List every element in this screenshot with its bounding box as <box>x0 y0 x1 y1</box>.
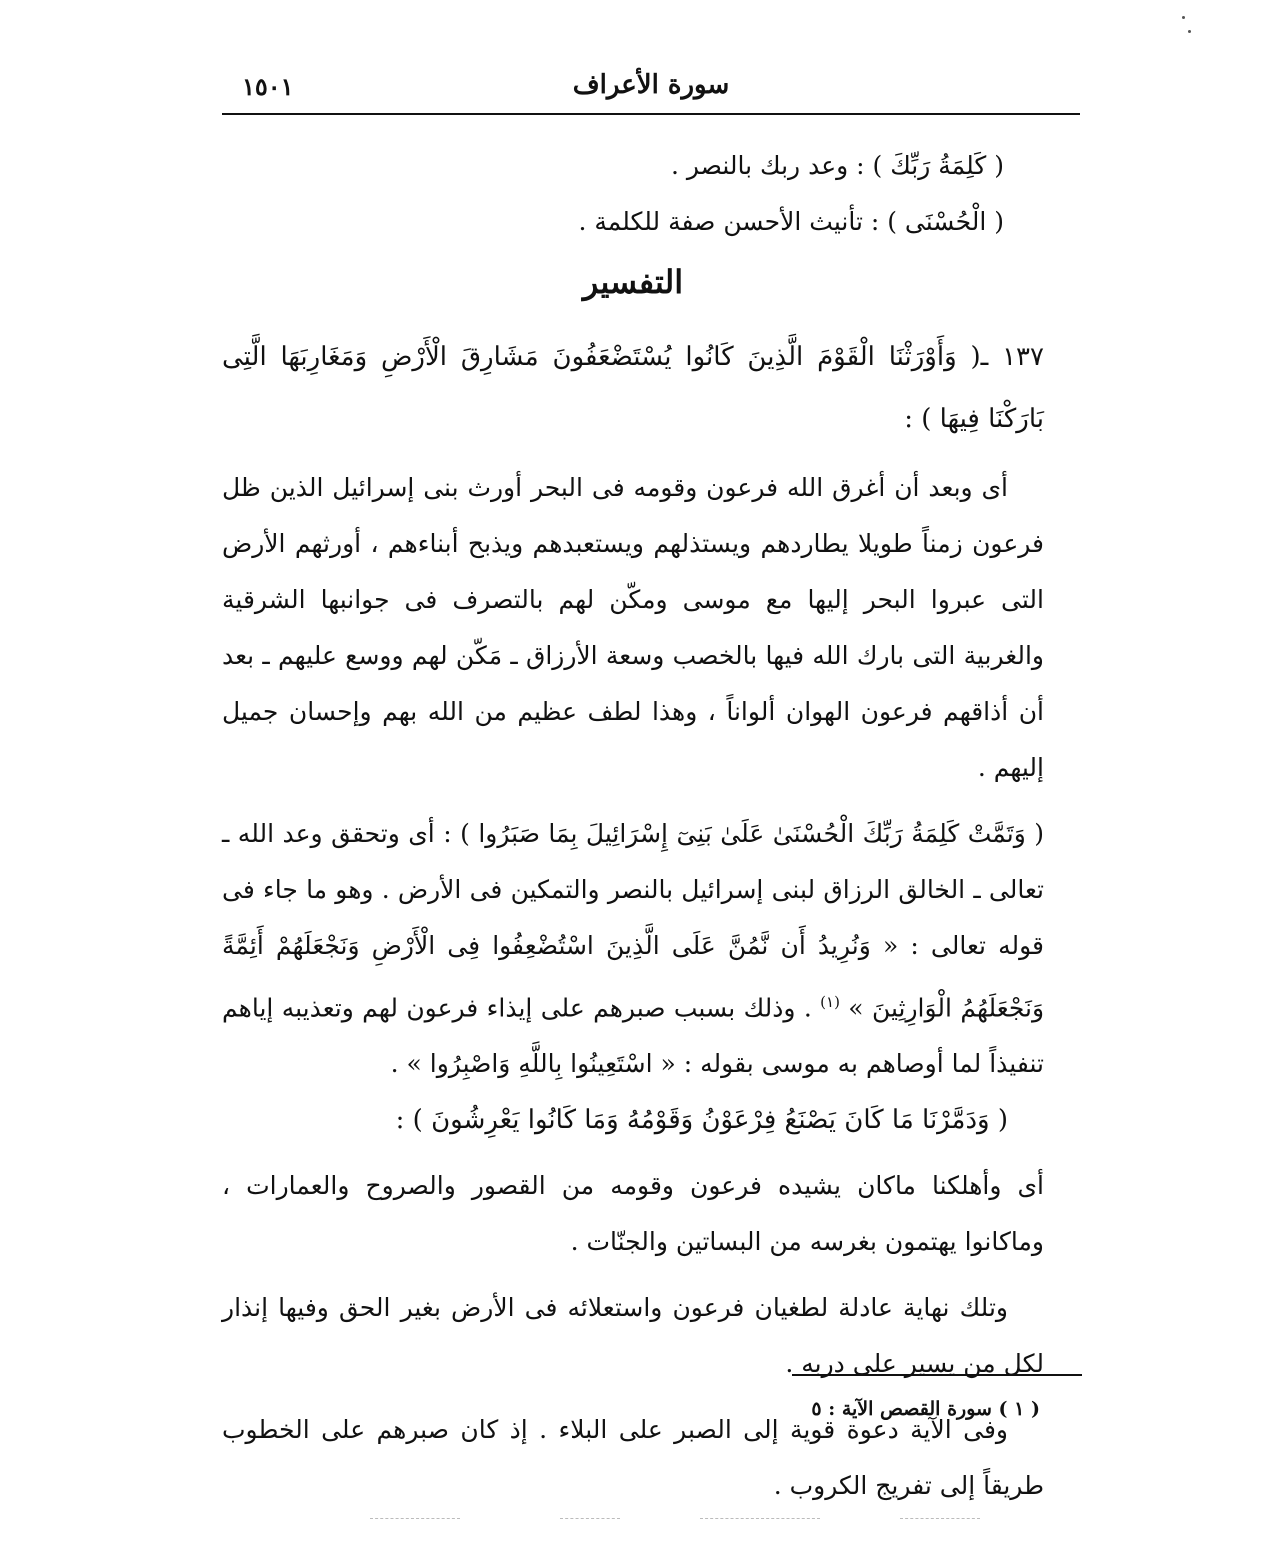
commentary-paragraph: وتلك نهاية عادلة لطغيان فرعون واستعلائه فى الأرض بغير الحق وفيها إنذار لكل من يسير على دربه . <box>222 1293 1044 1379</box>
commentary-paragraph <box>222 806 1044 1092</box>
scan-artifact-line <box>560 1518 620 1519</box>
footnote-divider <box>792 1374 1082 1376</box>
commentary-paragraph: أى وبعد أن أغرق الله فرعون وقومه فى البحر أورث بنى إسرائيل الذين ظل فرعون زمناً طويلا يطاردهم ويستذلهم ويستعبدهم ويذبح أبناءهم ، أورثهم الأرض التى عبروا البحر إليها مع موسى ومكّن لهم بالتصرف فى جوانبها الشرقية والغربية التى بارك الله فيها بالخصب وسعة الأرزاق ـ مَكّن لهم ووسع عليهم ـ بعد أن أذاقهم فرعون الهوان ألواناً ، وهذا لطف عظيم من الله بهم وإحسان جميل إليهم . <box>222 473 1044 782</box>
glossary-entry-kalimat-rabbik: ( كَلِمَةُ رَبِّكَ ) : وعد ربك بالنصر . <box>670 151 1004 180</box>
paragraph-text: ( وَتَمَّتْ كَلِمَةُ رَبِّكَ الْحُسْنَىٰ عَلَىٰ بَنِىٓ إِسْرَائِيلَ بِمَا صَبَرُوا ) : أى وتحقق وعد الله ـ تعالى ـ الخالق الرزاق لبنى إسرائيل بالنصر والتمكين فى الأرض . وهو ما جاء فى قوله تعالى : « وَنُرِيدُ أَن نَّمُنَّ عَلَى الَّذِينَ اسْتُضْعِفُوا فِى الْأَرْضِ وَنَجْعَلَهُمْ أَئِمَّةً وَنَجْعَلَهُمُ الْوَارِثِينَ » <box>222 819 1045 1023</box>
commentary-paragraph: وفى الآية دعوة قوية إلى الصبر على البلاء . إذ كان صبرهم على الخطوب طريقاً إلى تفريج الكروب . <box>222 1415 1044 1501</box>
surah-title: سورة الأعراف <box>572 70 730 100</box>
verse-heading: ١٣٧ ـ( وَأَوْرَثْنَا الْقَوْمَ الَّذِينَ كَانُوا يُسْتَضْعَفُونَ مَشَارِقَ الْأَرْضِ وَمَغَارِبَهَا الَّتِى بَارَكْنَا فِيهَا ) : <box>222 342 1044 434</box>
footnote-reference: (١) <box>820 993 840 1011</box>
footnote: ( ١ ) سورة القصص الآية : ٥ <box>811 1398 1040 1420</box>
verse-quote: ( وَدَمَّرْنَا مَا كَانَ يَصْنَعُ فِرْعَوْنُ وَقَوْمُهُ وَمَا كَانُوا يَعْرِشُونَ ) : <box>395 1105 1008 1136</box>
scan-speck <box>1188 30 1191 33</box>
header-divider <box>222 113 1080 115</box>
paragraph-text: . وذلك بسبب صبرهم على إيذاء فرعون لهم وتعذيبه إياهم تنفيذاً لما أوصاهم به موسى بقوله : « اسْتَعِينُوا بِاللَّهِ وَاصْبِرُوا » . <box>222 993 1044 1079</box>
scan-speck <box>1182 16 1185 19</box>
page-header <box>222 70 1080 108</box>
page-body <box>222 138 1044 1514</box>
section-title: التفسير <box>582 263 684 301</box>
glossary-entry-alhusna: ( الْحُسْنَى ) : تأنيث الأحسن صفة للكلمة . <box>578 207 1004 236</box>
scan-artifact-line <box>700 1518 820 1519</box>
scan-artifact-line <box>900 1518 980 1519</box>
page-number: ١٥٠١ <box>242 72 294 101</box>
scan-artifact-line <box>370 1518 460 1519</box>
commentary-paragraph: أى وأهلكنا ماكان يشيده فرعون وقومه من القصور والصروح والعمارات ، وماكانوا يهتمون بغرسه من البساتين والجنّات . <box>222 1171 1045 1257</box>
